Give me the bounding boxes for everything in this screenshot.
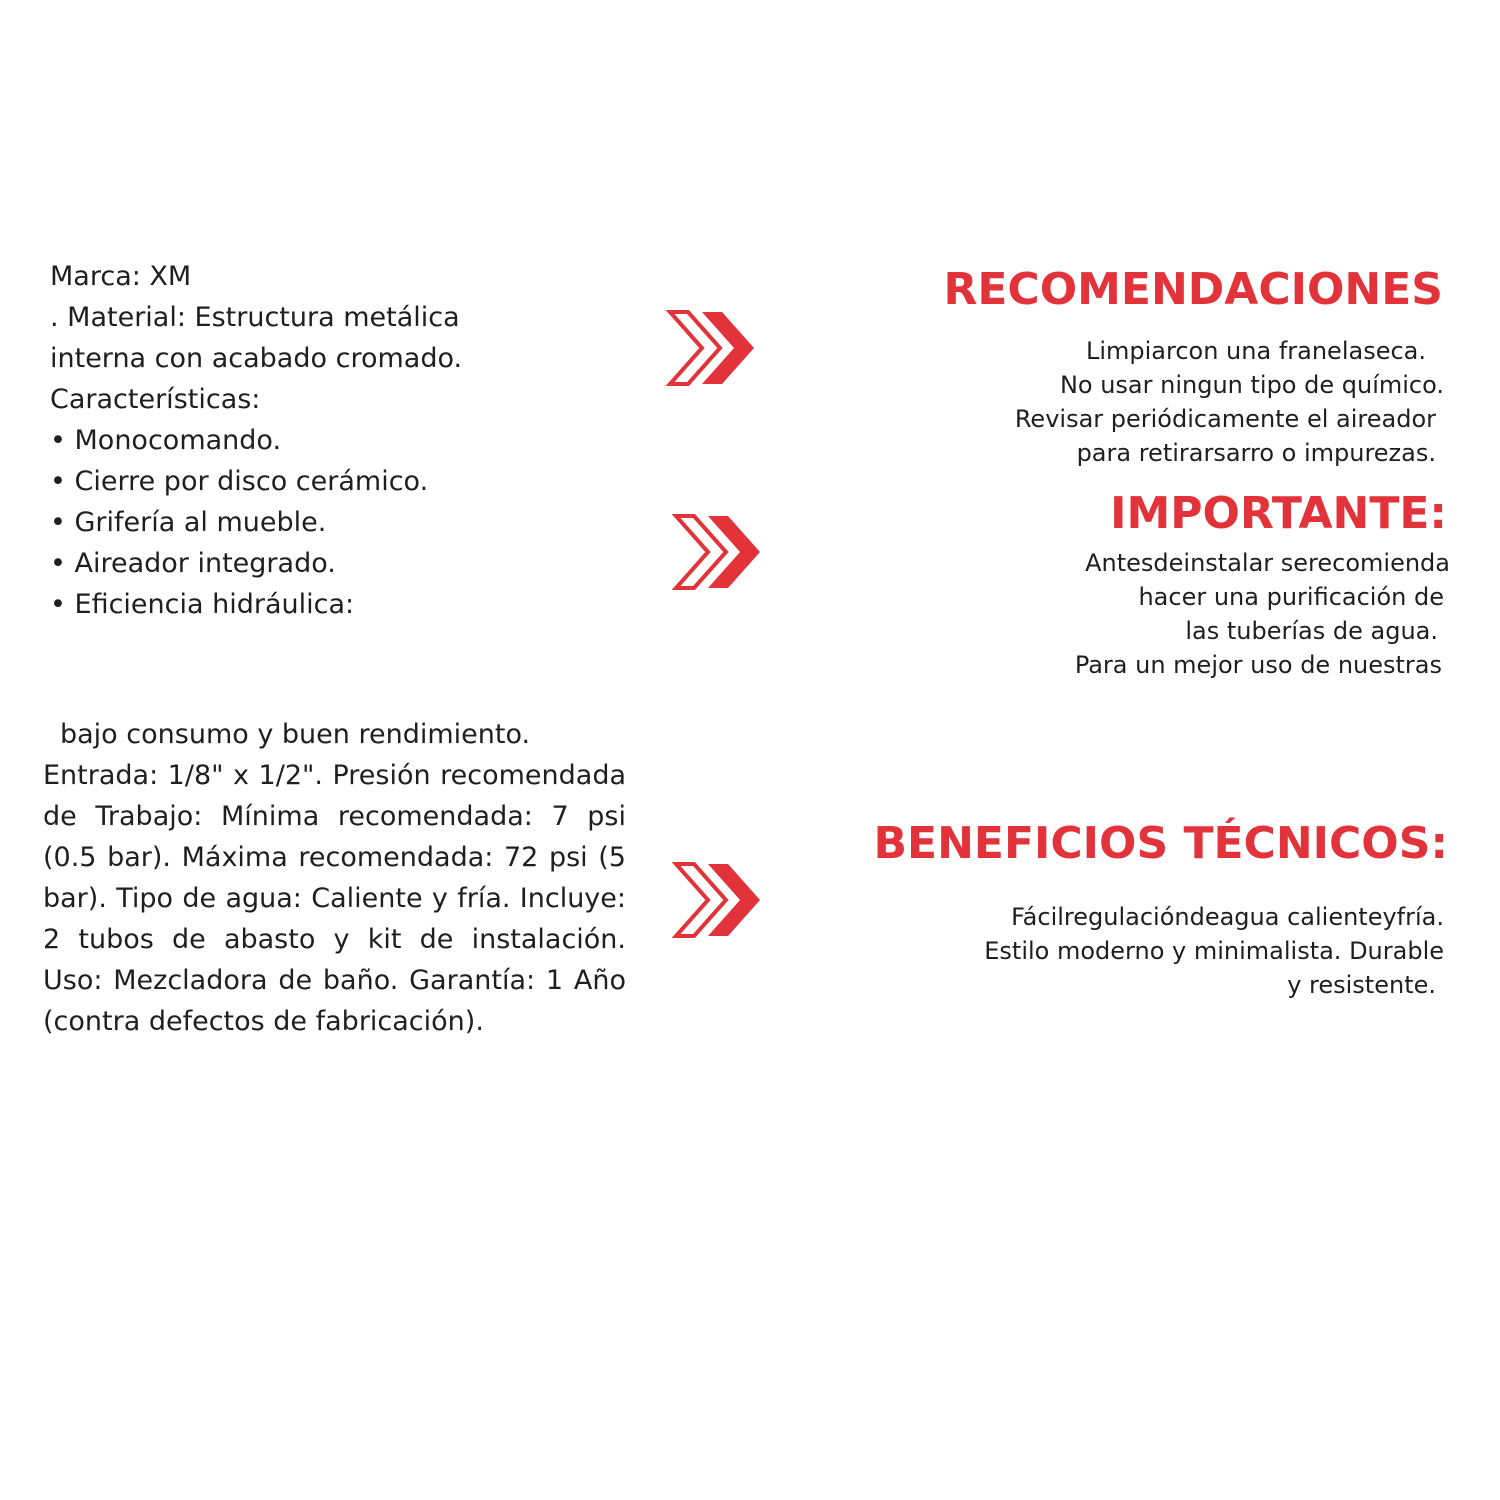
beneficios-heading: BENEFICIOS TÉCNICOS: <box>873 818 1448 869</box>
recomendaciones-line: para retirarsarro o impurezas. <box>1076 439 1436 467</box>
spec-continuation: bajo consumo y buen rendimiento. <box>60 719 531 750</box>
spec-line-feature: • Grifería al mueble. <box>50 507 327 538</box>
recomendaciones-heading: RECOMENDACIONES <box>943 264 1443 315</box>
recomendaciones-line: No usar ningun tipo de químico. <box>1059 371 1444 399</box>
recomendaciones-text <box>1015 334 1444 470</box>
spec-line-brand: Marca: XM <box>50 261 192 292</box>
specs-list <box>50 256 650 625</box>
importante-line: las tuberías de agua. <box>1185 617 1438 645</box>
spec-line-material-cont: interna con acabado cromado. <box>50 343 463 374</box>
spec-line-feature: • Eficiencia hidráulica: <box>50 589 355 620</box>
beneficios-text <box>984 900 1444 1002</box>
spec-line-feature: • Cierre por disco cerámico. <box>50 466 429 497</box>
beneficios-line: Estilo moderno y minimalista. Durable <box>984 937 1444 965</box>
beneficios-line: Fácilregulacióndeagua calienteyfría. <box>1011 903 1444 931</box>
spec-paragraph: Entrada: 1/8" x 1/2". Presión recomendada de Trabajo: Mínima recomendada: 7 psi (0.5 bar). Máxima recomendada: 72 psi (5 bar). Tipo de agua: Caliente y fría. Incluye: 2 tubos de abasto y kit de instalación. Uso: Mezcladora de baño. Garantía: 1 Año (contra defectos de fabricación). <box>43 760 626 1037</box>
spec-line-feature: • Monocomando. <box>50 425 282 456</box>
double-chevron-right-icon <box>666 308 756 388</box>
importante-text <box>1075 546 1450 682</box>
double-chevron-right-icon <box>672 860 762 940</box>
importante-heading: IMPORTANTE: <box>1110 488 1447 539</box>
importante-line: hacer una purificación de <box>1138 583 1444 611</box>
recomendaciones-line: Limpiarcon una franelaseca. <box>1085 337 1426 365</box>
beneficios-line: y resistente. <box>1287 971 1436 999</box>
spec-line-features-heading: Características: <box>50 384 261 415</box>
recomendaciones-line: Revisar periódicamente el aireador <box>1014 405 1436 433</box>
importante-line: Antesdeinstalar serecomienda <box>1085 549 1450 577</box>
spec-line-material: . Material: Estructura metálica <box>50 302 460 333</box>
importante-line: Para un mejor uso de nuestras <box>1074 651 1442 679</box>
double-chevron-right-icon <box>672 512 762 592</box>
spec-line-feature: • Aireador integrado. <box>50 548 336 579</box>
